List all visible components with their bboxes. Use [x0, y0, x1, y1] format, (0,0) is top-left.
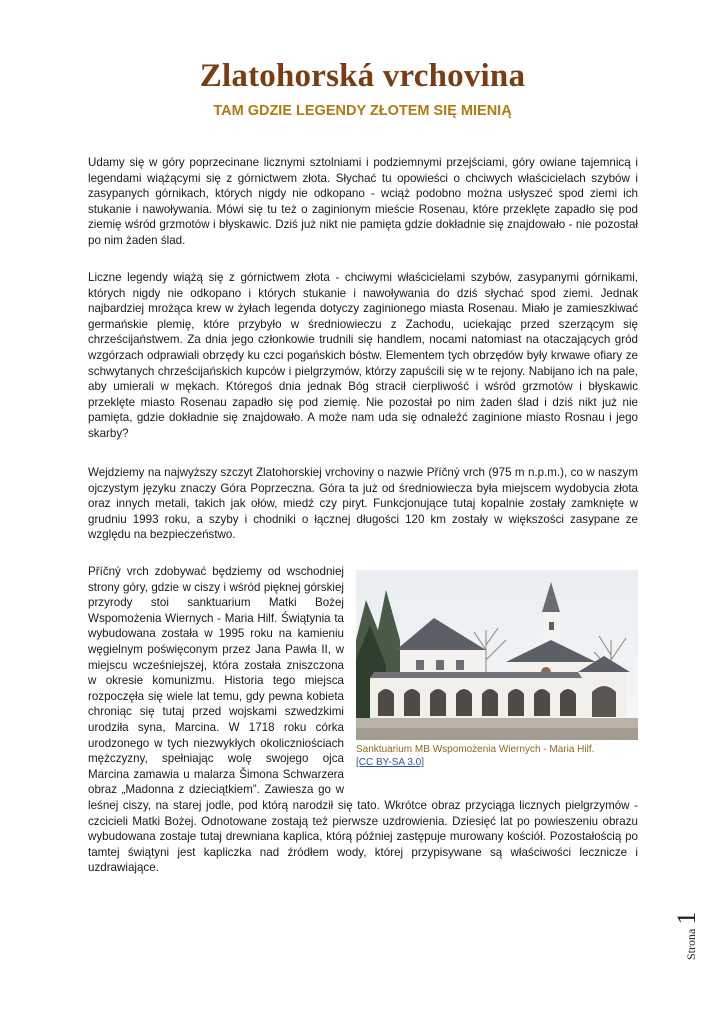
caption-text: Sanktuarium MB Wspomożenia Wiernych - Maria Hilf.: [356, 744, 595, 755]
license-link[interactable]: [CC BY-SA 3.0]: [356, 757, 424, 768]
page-title: Zlatohorská vrchovina: [199, 58, 526, 94]
page-number-footer: [672, 911, 702, 960]
sanctuary-photo: [356, 570, 638, 740]
page-subtitle: TAM GDZIE LEGENDY ZŁOTEM SIĘ MIENIĄ: [213, 103, 512, 119]
paragraph-sanctuary-block: [88, 564, 638, 876]
paragraph-sanctuary: Příčný vrch zdobywać będziemy od wschodniej strony góry, gdzie w ciszy i wśród pięknej górskiej przyrody stoi sanktuarium Matki Bożej Wspomożenia Wiernych - Maria Hilf. Świątynia ta wybudowana została w 1995 roku na kamieniu węgielnym poświęconym przez Jana Pawła II, w miejscu wcześniejszej, która została zniszczona w okresie komunizmu. Historia tego miejsca rozpoczęła się wiele lat temu, gdy pewna kobieta chroniąc się tutaj przed wojskami szwedzkimi urodziła syna, Marcina. W 1718 roku córka urodzonego w tych niezwykłych okoliczniościach mężczyzny, spełniając wolę swojego ojca Marcina zamawia u malarza Šimona Schwarzera obraz „Madonna z dzieciątkiem”. Zawiesza go w leśnej ciszy, na starej jodle, pod którą narodził się tato. Wkrótce obraz przyciąga licznych pielgrzymów - czcicieli Matki Bożej. Odnotowane zostają też pierwsze uzdrowienia. Dziesięć lat po powieszeniu obrazu wybudowana zostaje tutaj drewniana kaplica, którą później zastępuje murowany kościół. Pozostałością po tamtej świątyni jest kapliczka nad źródłem wody, której przypisywane są właściwości lecznicze i uzdrawiające.: [88, 565, 638, 875]
sanctuary-figure: [356, 570, 638, 780]
paragraph-intro: Udamy się w góry poprzecinane licznymi sztolniami i podziemnymi przejściami, góry owiane tajemnicą i legendami wiążącymi się z górnictwem złota. Słychać tu opowieści o chciwych właścicielach szybów i zasypanych górnikach, których nigdy nie odkopano - wciąż podobno można usłyszeć spod ziemi ich stukanie i nawoływania. Mówi się tu też o zaginionym mieście Rosenau, które przeklęte zapadło się pod ziemię wśród grzmotów i błyskawic. Dziś już nikt nie pamięta gdzie dokładnie się znajdowało - nie pozostał po nim żaden ślad.: [88, 156, 638, 247]
paragraph-summit: Wejdziemy na najwyższy szczyt Zlatohorskiej vrchoviny o nazwie Příčný vrch (975 m n.p.m.), co w naszym ojczystym języku znaczy Góra Poprzeczna. Góra ta już od średniowiecza była miejscem wydobycia złota oraz innych metali, takich jak ołów, miedź czy piryt. Funkcjonujące tutaj kopalnie zostały zamknięte w grudniu 1993 roku, a szyby i chodniki o łącznej długości 120 km zostały w większości zasypane ze względu na bezpieczeństwo.: [88, 466, 638, 542]
photo-caption: [356, 743, 638, 769]
page-number-label: Strona: [684, 928, 698, 960]
paragraph-legends: Liczne legendy wiążą się z górnictwem złota - chciwymi właścicielami szybów, zasypanymi górnikami, których nigdy nie odkopano i których stukanie i nawoływania do dziś słychać spod ziemi. Jednak najbardziej mrożąca krew w żyłach legenda dotyczy zaginionego miasta Rosenau. Miało je zamieszkiwać germańskie plemię, które przybyło w średniowieczu z Zachodu, uciekając przed szerzącym się chrześcijaństwem. Za dnia jego członkowie trudnili się handlem, nocami natomiast na otaczających gród wzgórzach odprawiali obrzędy ku czci pogańskich bóstw. Elementem tych obrzędów były krwawe ofiary ze schwytanych chrześcijańskich kupców i pielgrzymów, którzy zapuścili się w te rejony. Nabijano ich na pale, aby umierali w mękach. Któregoś dnia jednak Bóg stracił cierpliwość i wśród grzmotów i błyskawic przeklęte miasto Rosenau zapadło się pod ziemię. Nie pozostał po nim żaden ślad i dziś nikt już nie pamięta, gdzie dokładnie się znajdowało. A może nam uda się odnaleźć zaginione miasto Rosnau i jego skarby?: [88, 271, 638, 440]
page-number: 1: [672, 911, 701, 925]
